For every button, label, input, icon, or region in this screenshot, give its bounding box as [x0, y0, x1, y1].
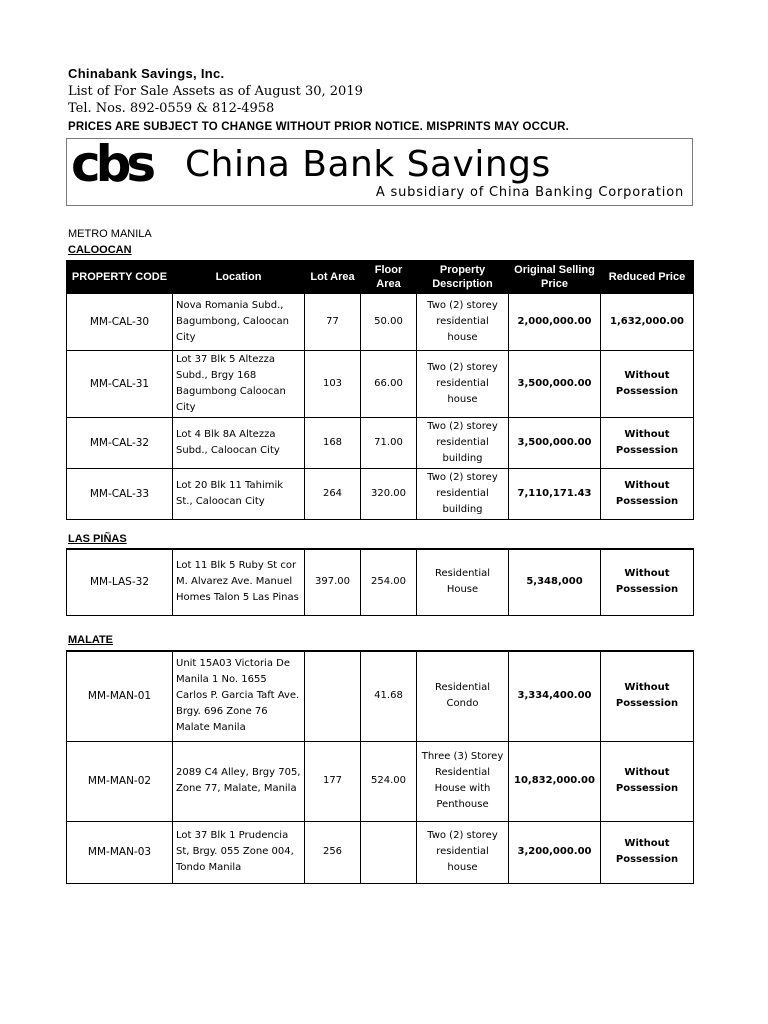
original-price: 3,200,000.00	[509, 821, 601, 883]
floor-area: 71.00	[361, 418, 417, 469]
location: Lot 37 Blk 5 Altezza Subd., Brgy 168 Bagumbong Caloocan City	[173, 351, 305, 418]
property-code: MM-LAS-32	[67, 549, 173, 615]
region-label: METRO MANILA	[68, 228, 152, 240]
table-row	[67, 821, 694, 883]
company-name: Chinabank Savings, Inc.	[68, 66, 225, 81]
location: Lot 20 Blk 11 Tahimik St., Caloocan City	[173, 469, 305, 520]
property-description: Two (2) storey residential house	[417, 351, 509, 418]
property-description: Three (3) Storey Residential House with Penthouse	[417, 741, 509, 821]
table-row	[67, 651, 694, 741]
original-price: 2,000,000.00	[509, 294, 601, 351]
table-row	[67, 469, 694, 520]
property-description: Two (2) storey residential building	[417, 418, 509, 469]
property-description: Residential House	[417, 549, 509, 615]
location: Lot 4 Blk 8A Altezza Subd., Caloocan City	[173, 418, 305, 469]
original-price: 10,832,000.00	[509, 741, 601, 821]
location: Nova Romania Subd., Bagumbong, Caloocan City	[173, 294, 305, 351]
property-code: MM-CAL-31	[67, 351, 173, 418]
lot-area: 103	[305, 351, 361, 418]
malate-table	[66, 650, 694, 884]
property-code: MM-MAN-01	[67, 651, 173, 741]
location: Lot 11 Blk 5 Ruby St cor M. Alvarez Ave. Manuel Homes Talon 5 Las Pinas	[173, 549, 305, 615]
column-header-original-selling-price: Original Selling Price	[509, 261, 601, 294]
floor-area: 254.00	[361, 549, 417, 615]
brand-name: China Bank Savings	[185, 144, 551, 185]
lot-area: 264	[305, 469, 361, 520]
lot-area: 77	[305, 294, 361, 351]
reduced-price: Without Possession	[601, 549, 694, 615]
original-price: 3,334,400.00	[509, 651, 601, 741]
list-title: List of For Sale Assets as of August 30, 2019	[68, 84, 363, 99]
lot-area: 397.00	[305, 549, 361, 615]
floor-area: 41.68	[361, 651, 417, 741]
property-description: Residential Condo	[417, 651, 509, 741]
reduced-price: Without Possession	[601, 741, 694, 821]
property-code: MM-CAL-30	[67, 294, 173, 351]
reduced-price: Without Possession	[601, 821, 694, 883]
lot-area: 177	[305, 741, 361, 821]
column-header-lot-area: Lot Area	[305, 261, 361, 294]
original-price: 7,110,171.43	[509, 469, 601, 520]
property-description: Two (2) storey residential house	[417, 294, 509, 351]
table-row	[67, 351, 694, 418]
lot-area: 168	[305, 418, 361, 469]
property-code: MM-CAL-32	[67, 418, 173, 469]
location: 2089 C4 Alley, Brgy 705, Zone 77, Malate, Manila	[173, 741, 305, 821]
column-header-floor-area: Floor Area	[361, 261, 417, 294]
lot-area: 256	[305, 821, 361, 883]
original-price: 3,500,000.00	[509, 351, 601, 418]
reduced-price: Without Possession	[601, 418, 694, 469]
property-description: Two (2) storey residential building	[417, 469, 509, 520]
column-header-location: Location	[173, 261, 305, 294]
original-price: 3,500,000.00	[509, 418, 601, 469]
floor-area: 50.00	[361, 294, 417, 351]
caloocan-table	[66, 260, 694, 520]
cbs-logo: cbs	[71, 135, 152, 193]
floor-area: 524.00	[361, 741, 417, 821]
brand-banner	[66, 135, 693, 206]
table-header-row	[67, 261, 694, 294]
reduced-price: Without Possession	[601, 651, 694, 741]
section-label-malate: MALATE	[68, 634, 114, 646]
reduced-price: Without Possession	[601, 469, 694, 520]
table-row	[67, 741, 694, 821]
property-code: MM-MAN-02	[67, 741, 173, 821]
location: Lot 37 Blk 1 Prudencia St, Brgy. 055 Zone 004, Tondo Manila	[173, 821, 305, 883]
lot-area	[305, 651, 361, 741]
table-row	[67, 294, 694, 351]
column-header-property-description: Property Description	[417, 261, 509, 294]
column-header-property-code: PROPERTY CODE	[67, 261, 173, 294]
section-label-caloocan: CALOOCAN	[68, 244, 132, 256]
reduced-price: 1,632,000.00	[601, 294, 694, 351]
floor-area	[361, 821, 417, 883]
original-price: 5,348,000	[509, 549, 601, 615]
property-code: MM-MAN-03	[67, 821, 173, 883]
section-label-las-pinas: LAS PIÑAS	[68, 533, 127, 545]
table-row	[67, 418, 694, 469]
floor-area: 66.00	[361, 351, 417, 418]
column-header-reduced-price: Reduced Price	[601, 261, 694, 294]
brand-tagline: A subsidiary of China Banking Corporation	[375, 185, 684, 200]
floor-area: 320.00	[361, 469, 417, 520]
price-notice: PRICES ARE SUBJECT TO CHANGE WITHOUT PRIOR NOTICE. MISPRINTS MAY OCCUR.	[68, 121, 570, 133]
telephone-numbers: Tel. Nos. 892-0559 & 812-4958	[68, 101, 275, 116]
location: Unit 15A03 Victoria De Manila 1 No. 1655 Carlos P. Garcia Taft Ave. Brgy. 696 Zone 76 Malate Manila	[173, 651, 305, 741]
las-pinas-table	[66, 548, 694, 616]
property-description: Two (2) storey residential house	[417, 821, 509, 883]
reduced-price: Without Possession	[601, 351, 694, 418]
table-row	[67, 549, 694, 615]
property-code: MM-CAL-33	[67, 469, 173, 520]
